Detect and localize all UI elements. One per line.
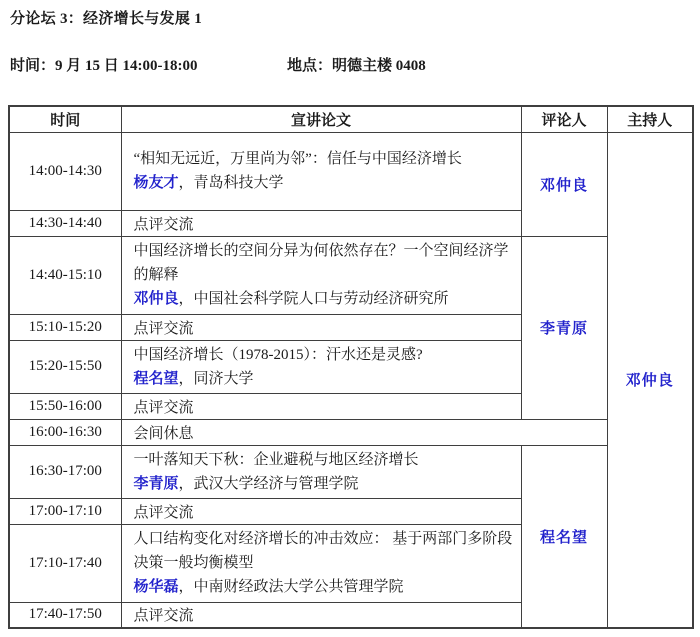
paper-title: 中国经济增长的空间分异为何依然存在？一个空间经济学的解释 — [133, 243, 509, 283]
paper-cell — [121, 132, 521, 210]
discussant-cell: 程名望 — [521, 445, 607, 628]
time-cell: 14:30-14:40 — [9, 210, 121, 236]
discussion-cell: 点评交流 — [121, 210, 521, 236]
discussion-cell: 点评交流 — [121, 498, 521, 524]
schedule-table — [8, 105, 694, 629]
col-header-time: 时间 — [9, 106, 121, 132]
table-header-row — [9, 106, 693, 132]
time-cell: 17:40-17:50 — [9, 602, 121, 628]
chair-cell: 邓仲良 — [607, 132, 693, 628]
discussion-cell: 点评交流 — [121, 314, 521, 340]
speaker-name: 杨友才 — [133, 175, 179, 191]
time-cell: 17:10-17:40 — [9, 524, 121, 602]
session-location: 地点：明德主楼 0408 — [287, 58, 426, 74]
time-cell: 16:00-16:30 — [9, 419, 121, 445]
table-row — [9, 445, 693, 498]
discussant-cell: 邓仲良 — [521, 132, 607, 236]
time-cell: 15:10-15:20 — [9, 314, 121, 340]
discussion-cell: 点评交流 — [121, 602, 521, 628]
speaker-affiliation: ，青岛科技大学 — [178, 175, 284, 191]
time-cell: 15:20-15:50 — [9, 340, 121, 393]
speaker-name: 李青原 — [133, 475, 179, 492]
col-header-paper: 宣讲论文 — [121, 106, 521, 132]
speaker-affiliation: ，中国社会科学院人口与劳动经济研究所 — [178, 291, 449, 307]
time-cell: 14:40-15:10 — [9, 236, 121, 314]
table-row — [9, 236, 693, 314]
table-row — [9, 132, 693, 210]
time-cell: 16:30-17:00 — [9, 445, 121, 498]
paper-cell — [121, 340, 521, 393]
speaker-affiliation: ，同济大学 — [178, 370, 254, 387]
paper-cell — [121, 524, 521, 602]
paper-title: 人口结构变化对经济增长的冲击效应： 基于两部门多阶段决策一般均衡模型 — [133, 531, 513, 571]
speaker-affiliation: ，中南财经政法大学公共管理学院 — [178, 579, 404, 595]
paper-cell — [121, 236, 521, 314]
discussion-cell: 点评交流 — [121, 393, 521, 419]
forum-title: 分论坛 3：经济增长与发展 1 — [10, 11, 203, 27]
paper-title: 一叶落知天下秋：企业避税与地区经济增长 — [133, 451, 419, 468]
paper-title: 中国经济增长（1978-2015）：汗水还是灵感? — [133, 346, 423, 363]
time-cell: 15:50-16:00 — [9, 393, 121, 419]
paper-title: “相知无远近，万里尚为邻”：信任与中国经济增长 — [133, 151, 462, 167]
speaker-name: 杨华磊 — [133, 579, 179, 595]
time-cell: 17:00-17:10 — [9, 498, 121, 524]
col-header-discussant: 评论人 — [521, 106, 607, 132]
paper-cell — [121, 445, 521, 498]
col-header-chair: 主持人 — [607, 106, 693, 132]
session-time: 时间：9 月 15 日 14:00-18:00 — [10, 58, 198, 74]
time-cell: 14:00-14:30 — [9, 132, 121, 210]
speaker-name: 程名望 — [133, 370, 179, 387]
discussant-cell: 李青原 — [521, 236, 607, 419]
speaker-name: 邓仲良 — [133, 291, 179, 307]
break-cell: 会间休息 — [121, 419, 607, 445]
speaker-affiliation: ，武汉大学经济与管理学院 — [178, 475, 359, 492]
break-row — [9, 419, 693, 445]
session-meta — [10, 57, 692, 75]
